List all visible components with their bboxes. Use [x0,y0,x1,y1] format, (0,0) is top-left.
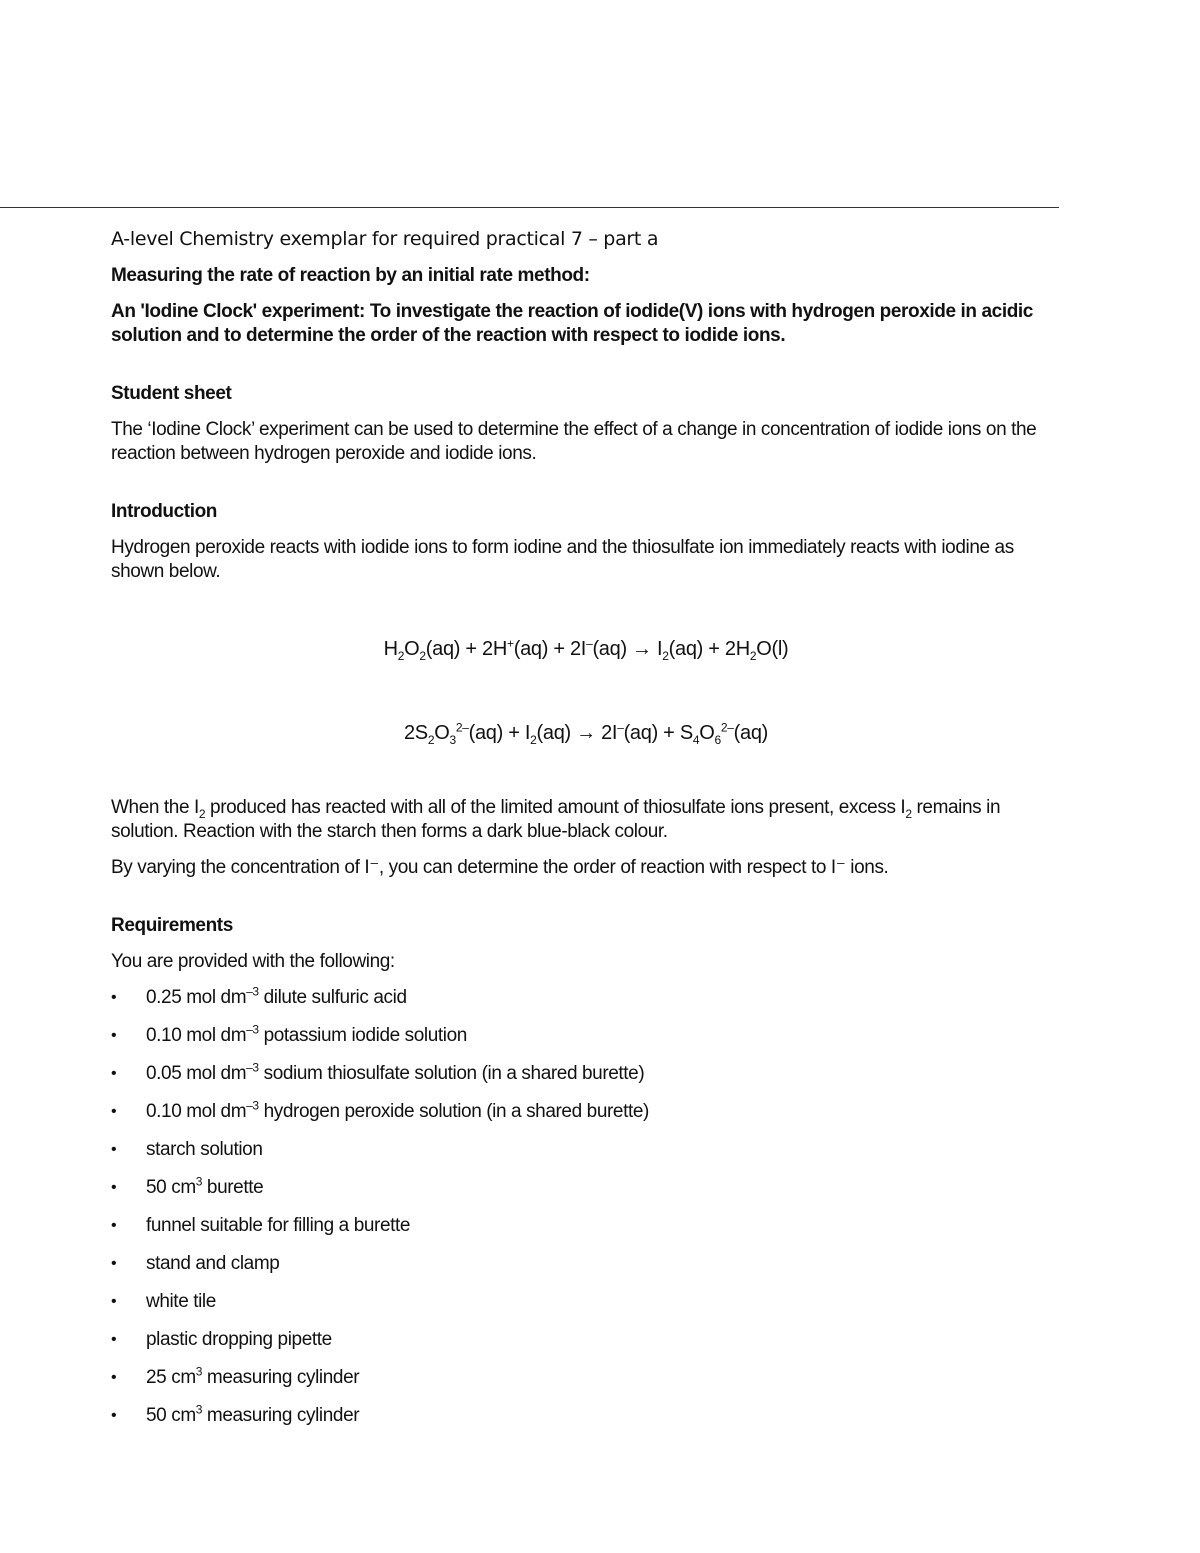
list-item: • white tile [111,1291,216,1312]
list-item: • 0.10 mol $dm^{-3}$ hydrogen peroxide solution (in a shared burette) [111,1098,649,1122]
excess-iodine-text: When the $I_2$ produced has reacted with all of the limited amount of thiosulfate ions present, excess $I_2$ remains in solution. Reaction with the starch then forms a dark blue-black colour. [111,797,1001,842]
student-sheet-text: The ‘Iodine Clock’ experiment can be used to determine the effect of a change in concentration of iodide ions on the reaction between hydrogen peroxide and iodide ions. [111,419,1037,464]
list-item: • 50 $cm^3$ measuring cylinder [111,1402,360,1426]
document-aim: An 'Iodine Clock' experiment: To investigate the reaction of iodide(V) ions with hydrogen peroxide in acidic solution and to determine the order of the reaction with respect to iodide ions. [111,301,1033,346]
requirements-heading: Requirements [111,915,233,936]
header-rule [0,207,1059,208]
bullet-icon: • [111,1179,117,1196]
document-subtitle: Measuring the rate of reaction by an initial rate method: [111,265,590,286]
order-of-reaction-text: By varying the concentration of I⁻, you can determine the order of reaction with respect to I⁻ ions. [111,857,889,878]
bullet-icon: • [111,1369,117,1386]
list-item: • stand and clamp [111,1253,280,1274]
requirements-lead: You are provided with the following: [111,951,395,972]
student-sheet-heading: Student sheet [111,383,232,404]
bullet-icon: • [111,989,117,1006]
bullet-icon: • [111,1027,117,1044]
bullet-icon: • [111,1103,117,1120]
bullet-icon: • [111,1407,117,1424]
equation-peroxide-iodide: $H_2O_2(aq) + 2H^+(aq) + 2I^-(aq) \to I_2(aq) + 2H_2O(l)$ [383,636,789,663]
bullet-icon: • [111,1141,117,1158]
list-item: • 0.05 mol $dm^{-3}$ sodium thiosulfate solution (in a shared burette) [111,1060,645,1084]
list-item: • funnel suitable for filling a burette [111,1215,411,1236]
bullet-icon: • [111,1255,117,1272]
list-item: • 0.25 mol $dm^{-3}$ dilute sulfuric acid [111,984,407,1008]
bullet-icon: • [111,1331,117,1348]
bullet-icon: • [111,1065,117,1082]
requirements-list [111,986,1061,1428]
bullet-icon: • [111,1293,117,1310]
introduction-text: Hydrogen peroxide reacts with iodide ions to form iodine and the thiosulfate ion immediately reacts with iodine as shown below. [111,537,1014,582]
list-item: • starch solution [111,1139,263,1160]
list-item: • 0.10 mol $dm^{-3}$ potassium iodide solution [111,1022,467,1046]
equation-thiosulfate-iodine: $2S_2O_3^{2-}(aq) + I_2(aq) \to 2I^-(aq) + S_4O_6^{2-}(aq)$ [403,720,769,747]
list-item: • 25 $cm^3$ measuring cylinder [111,1364,360,1388]
list-item: • plastic dropping pipette [111,1329,332,1350]
document-title: A-level Chemistry exemplar for required practical 7 – part a [111,228,659,250]
document-body [111,226,1061,1442]
list-item: • 50 $cm^3$ burette [111,1174,264,1198]
introduction-heading: Introduction [111,501,218,522]
bullet-icon: • [111,1217,117,1234]
